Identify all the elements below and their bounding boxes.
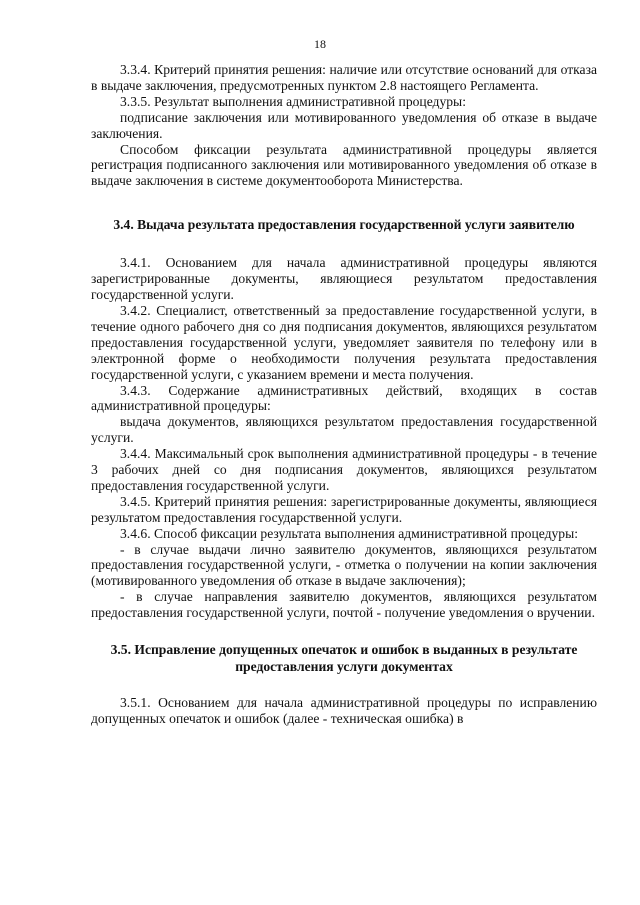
paragraph-3-4-2: 3.4.2. Специалист, ответственный за предоставление государственной услуги, в течение одного рабочего дня со дня подписания документов, являющихся результатом предоставления государственной услуги, уведомляет заявителя по телефону или в электронной форме о необходимости получения результата предоставления государственной услуги, с указанием времени и места получения. [91,302,597,382]
section-heading-3-4: 3.4. Выдача результата предоставления государственной услуги заявителю [113,217,575,233]
list-item: - в случае выдачи лично заявителю документов, являющихся результатом предоставления государственной услуги, - отметка о получении на копии заключения (мотивированного уведомления об отказе в выдаче заключения); [91,541,597,589]
paragraph: подписание заключения или мотивированного уведомления об отказе в выдаче заключения. [91,109,597,141]
paragraph-3-4-3: 3.4.3. Содержание административных действий, входящих в состав административной процедуры: [91,382,597,414]
paragraph-3-4-4: 3.4.4. Максимальный срок выполнения административной процедуры - в течение 3 рабочих дней со дня подписания документов, являющихся результатом предоставления государственной услуги. [91,446,597,493]
paragraph-3-4-6: 3.4.6. Способ фиксации результата выполнения административной процедуры: [120,525,579,541]
paragraph-3-3-4: 3.3.4. Критерий принятия решения: наличие или отсутствие оснований для отказа в выдаче заключения, предусмотренных пунктом 2.8 настоящего Регламента. [91,62,597,93]
paragraph: выдача документов, являющихся результатом предоставления государственной услуги. [91,414,597,446]
paragraph-3-4-5: 3.4.5. Критерий принятия решения: зарегистрированные документы, являющиеся результатом предоставления государственной услуги. [91,493,597,525]
document-body [91,62,597,727]
page-number: 18 [314,37,326,51]
paragraph-3-4-1: 3.4.1. Основанием для начала административной процедуры являются зарегистрированные документы, являющиеся результатом предоставления государственной услуги. [91,255,597,303]
paragraph-3-3-5: 3.3.5. Результат выполнения административной процедуры: [120,93,466,109]
paragraph-3-5-1: 3.5.1. Основанием для начала административной процедуры по исправлению допущенных опечаток и ошибок (далее - техническая ошибка) в [91,695,597,726]
section-heading-3-5: 3.5. Исправление допущенных опечаток и ошибок в выданных в результате предоставления услуги документах [110,642,578,675]
paragraph: Способом фиксации результата административной процедуры является регистрация подписанного заключения или мотивированного уведомления об отказе в выдаче заключения в системе документооборота Министерства. [91,141,597,189]
list-item: - в случае направления заявителю документов, являющихся результатом предоставления государственной услуги, почтой - получение уведомления о вручении. [91,589,597,621]
